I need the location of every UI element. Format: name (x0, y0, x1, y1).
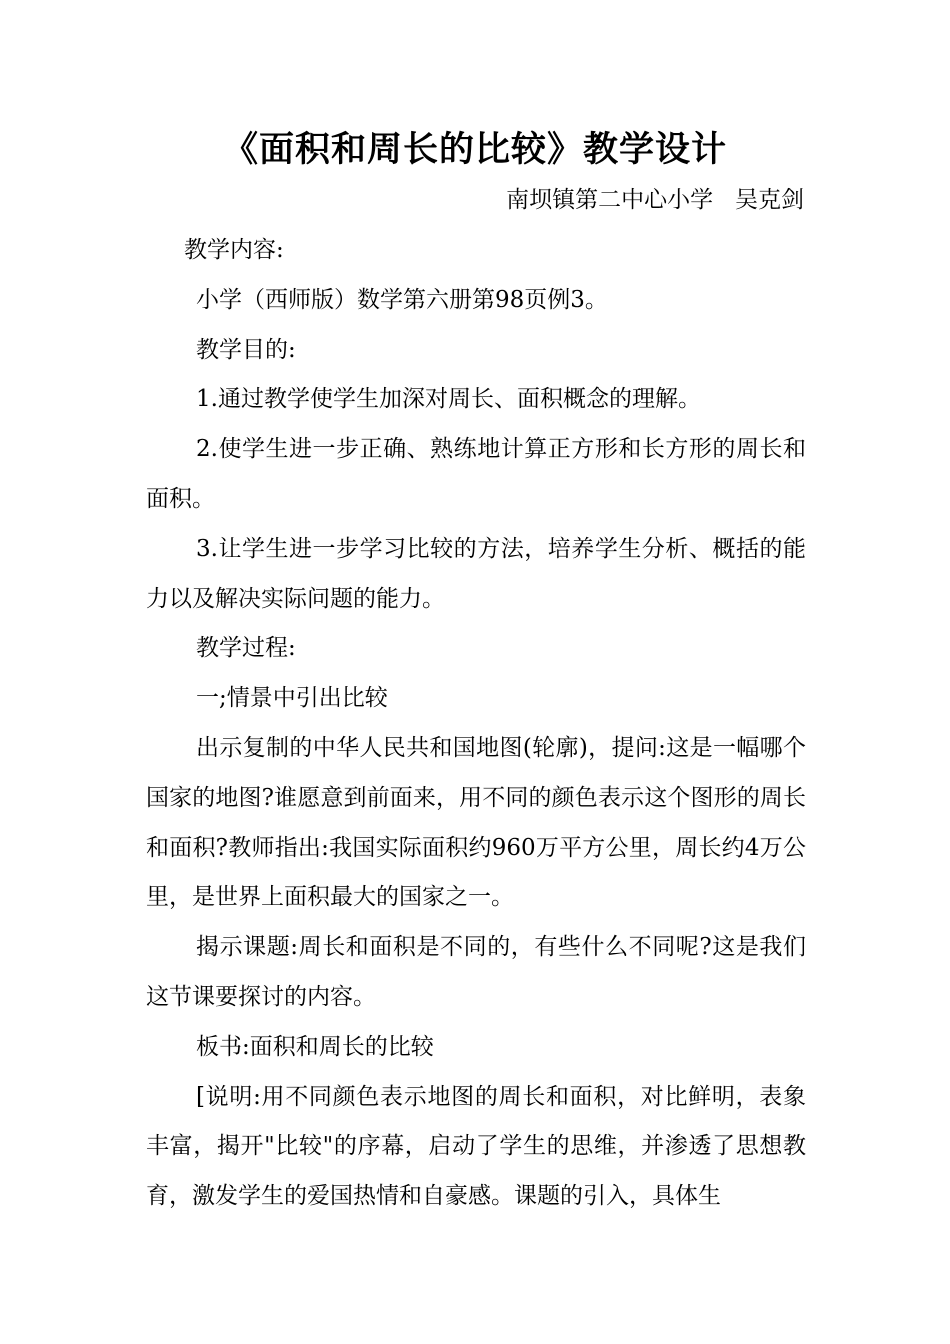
paragraph-board-writing: 板书:面积和周长的比较 (196, 1033, 434, 1060)
paragraph-explanation: [说明:用不同颜色表示地图的周长和面积，对比鲜明，表象丰富，揭开"比较"的序幕，启动了学生的思维，并渗透了思想教育，激发学生的爱国热情和自豪感。课题的引入，具体生 (146, 1083, 806, 1210)
section-heading-process: 教学过程: (196, 635, 296, 662)
objective-item-2: 2.使学生进一步正确、熟练地计算正方形和长方形的周长和面积。 (146, 436, 806, 512)
paragraph-content-detail: 小学（西师版）数学第六册第98页例3。 (196, 286, 608, 313)
document-title: 《面积和周长的比较》教学设计 (222, 129, 727, 170)
paragraph-map-intro: 出示复制的中华人民共和国地图(轮廓)，提问:这是一幅哪个国家的地图?谁愿意到前面来，用不同的颜色表示这个图形的周长和面积?教师指出:我国实际面积约960万平方公里，周长约4万公里，是世界上面积最大的国家之一。 (146, 734, 806, 911)
process-step-heading: 一;情景中引出比较 (196, 685, 388, 712)
document-author: 南坝镇第二中心小学 吴克剑 (506, 187, 804, 213)
section-heading-objectives: 教学目的: (196, 336, 296, 363)
objective-item-1: 1.通过教学使学生加深对周长、面积概念的理解。 (196, 386, 701, 413)
section-heading-content: 教学内容: (184, 237, 284, 263)
document-body (146, 226, 806, 1222)
objective-item-3: 3.让学生进一步学习比较的方法，培养学生分析、概括的能力以及解决实际问题的能力。 (146, 535, 806, 612)
paragraph-topic-reveal: 揭示课题:周长和面积是不同的，有些什么不同呢?这是我们这节课要探讨的内容。 (146, 934, 806, 1010)
